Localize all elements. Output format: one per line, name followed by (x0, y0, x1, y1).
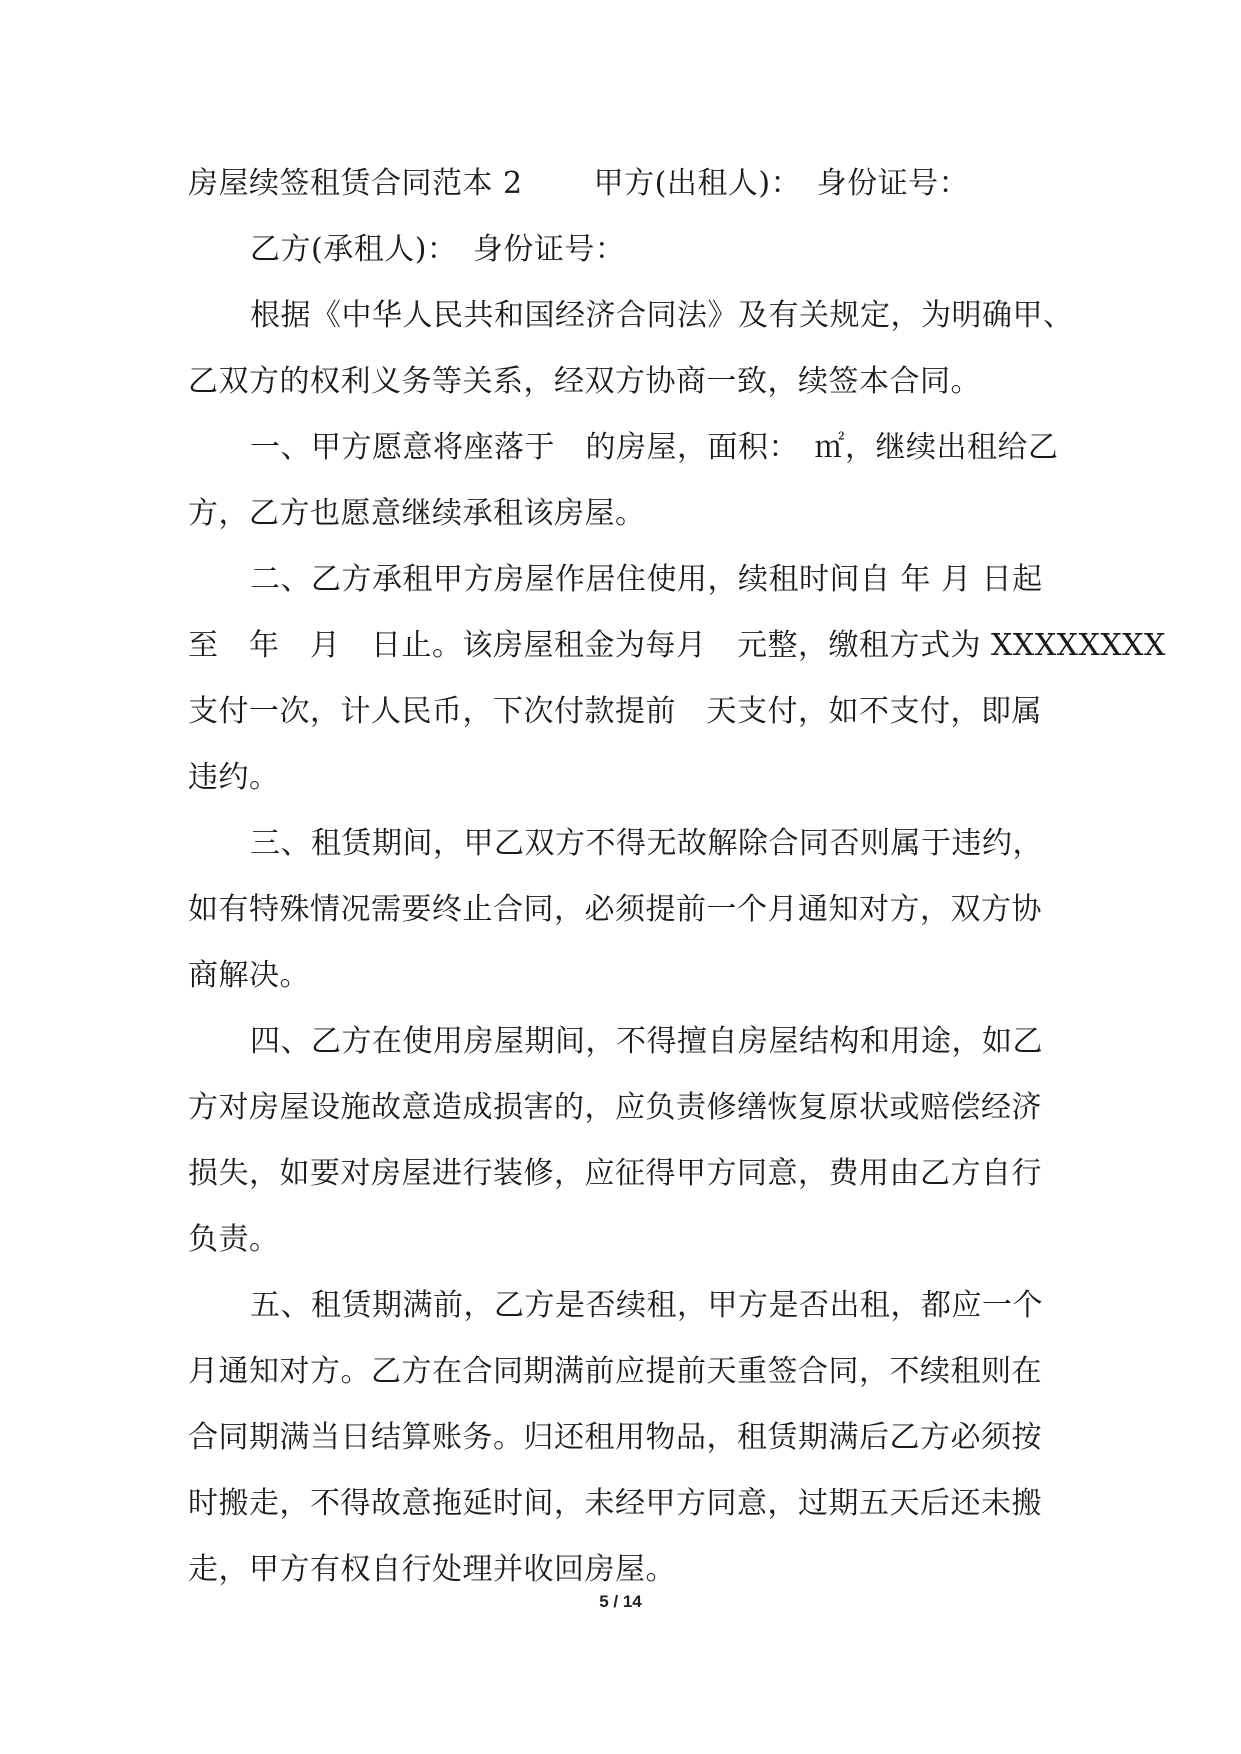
preamble-line: 根据《中华人民共和国经济合同法》及有关规定，为明确甲、 (250, 298, 1074, 333)
clause-5-line: 五、租赁期满前，乙方是否续租，甲方是否出租，都应一个 (250, 1288, 1043, 1323)
clause-3-line: 如有特殊情况需要终止合同，必须提前一个月通知对方，双方协 (188, 892, 1042, 927)
clause-3-line: 商解决。 (188, 958, 310, 993)
clause-4-line: 方对房屋设施故意造成损害的，应负责修缮恢复原状或赔偿经济 (188, 1090, 1042, 1125)
document-title-line: 房屋续签租赁合同范本 2 甲方(出租人)： 身份证号： (188, 166, 970, 201)
clause-4-line: 四、乙方在使用房屋期间，不得擅自房屋结构和用途，如乙 (250, 1024, 1043, 1059)
clause-4-line: 负责。 (188, 1222, 280, 1257)
clause-2-line: 违约。 (188, 760, 280, 795)
clause-2-line: 支付一次，计人民币，下次付款提前 天支付，如不支付，即属 (188, 694, 1042, 729)
clause-5-line: 合同期满当日结算账务。归还租用物品，租赁期满后乙方必须按 (188, 1420, 1042, 1455)
clause-5-line: 月通知对方。乙方在合同期满前应提前天重签合同，不续租则在 (188, 1354, 1042, 1389)
clause-5-line: 时搬走，不得故意拖延时间，未经甲方同意，过期五天后还未搬 (188, 1486, 1042, 1521)
clause-3-line: 三、租赁期间，甲乙双方不得无故解除合同否则属于违约， (250, 826, 1043, 861)
party-b-line: 乙方(承租人)： 身份证号： (250, 232, 626, 267)
preamble-line: 乙双方的权利义务等关系，经双方协商一致，续签本合同。 (188, 364, 981, 399)
clause-1-line: 一、甲方愿意将座落于 的房屋，面积： ㎡，继续出租给乙 (250, 430, 1059, 465)
clause-2-line: 二、乙方承租甲方房屋作居住使用，续租时间自 年 月 日起 (250, 562, 1043, 597)
page-number: 5 / 14 (599, 1592, 642, 1611)
clause-2-line: 至 年 月 日止。该房屋租金为每月 元整，缴租方式为 XXXXXXXX (188, 628, 1166, 663)
clause-1-line: 方，乙方也愿意继续承租该房屋。 (188, 496, 646, 531)
clause-5-line: 走，甲方有权自行处理并收回房屋。 (188, 1552, 676, 1587)
clause-4-line: 损失，如要对房屋进行装修，应征得甲方同意，费用由乙方自行 (188, 1156, 1042, 1191)
